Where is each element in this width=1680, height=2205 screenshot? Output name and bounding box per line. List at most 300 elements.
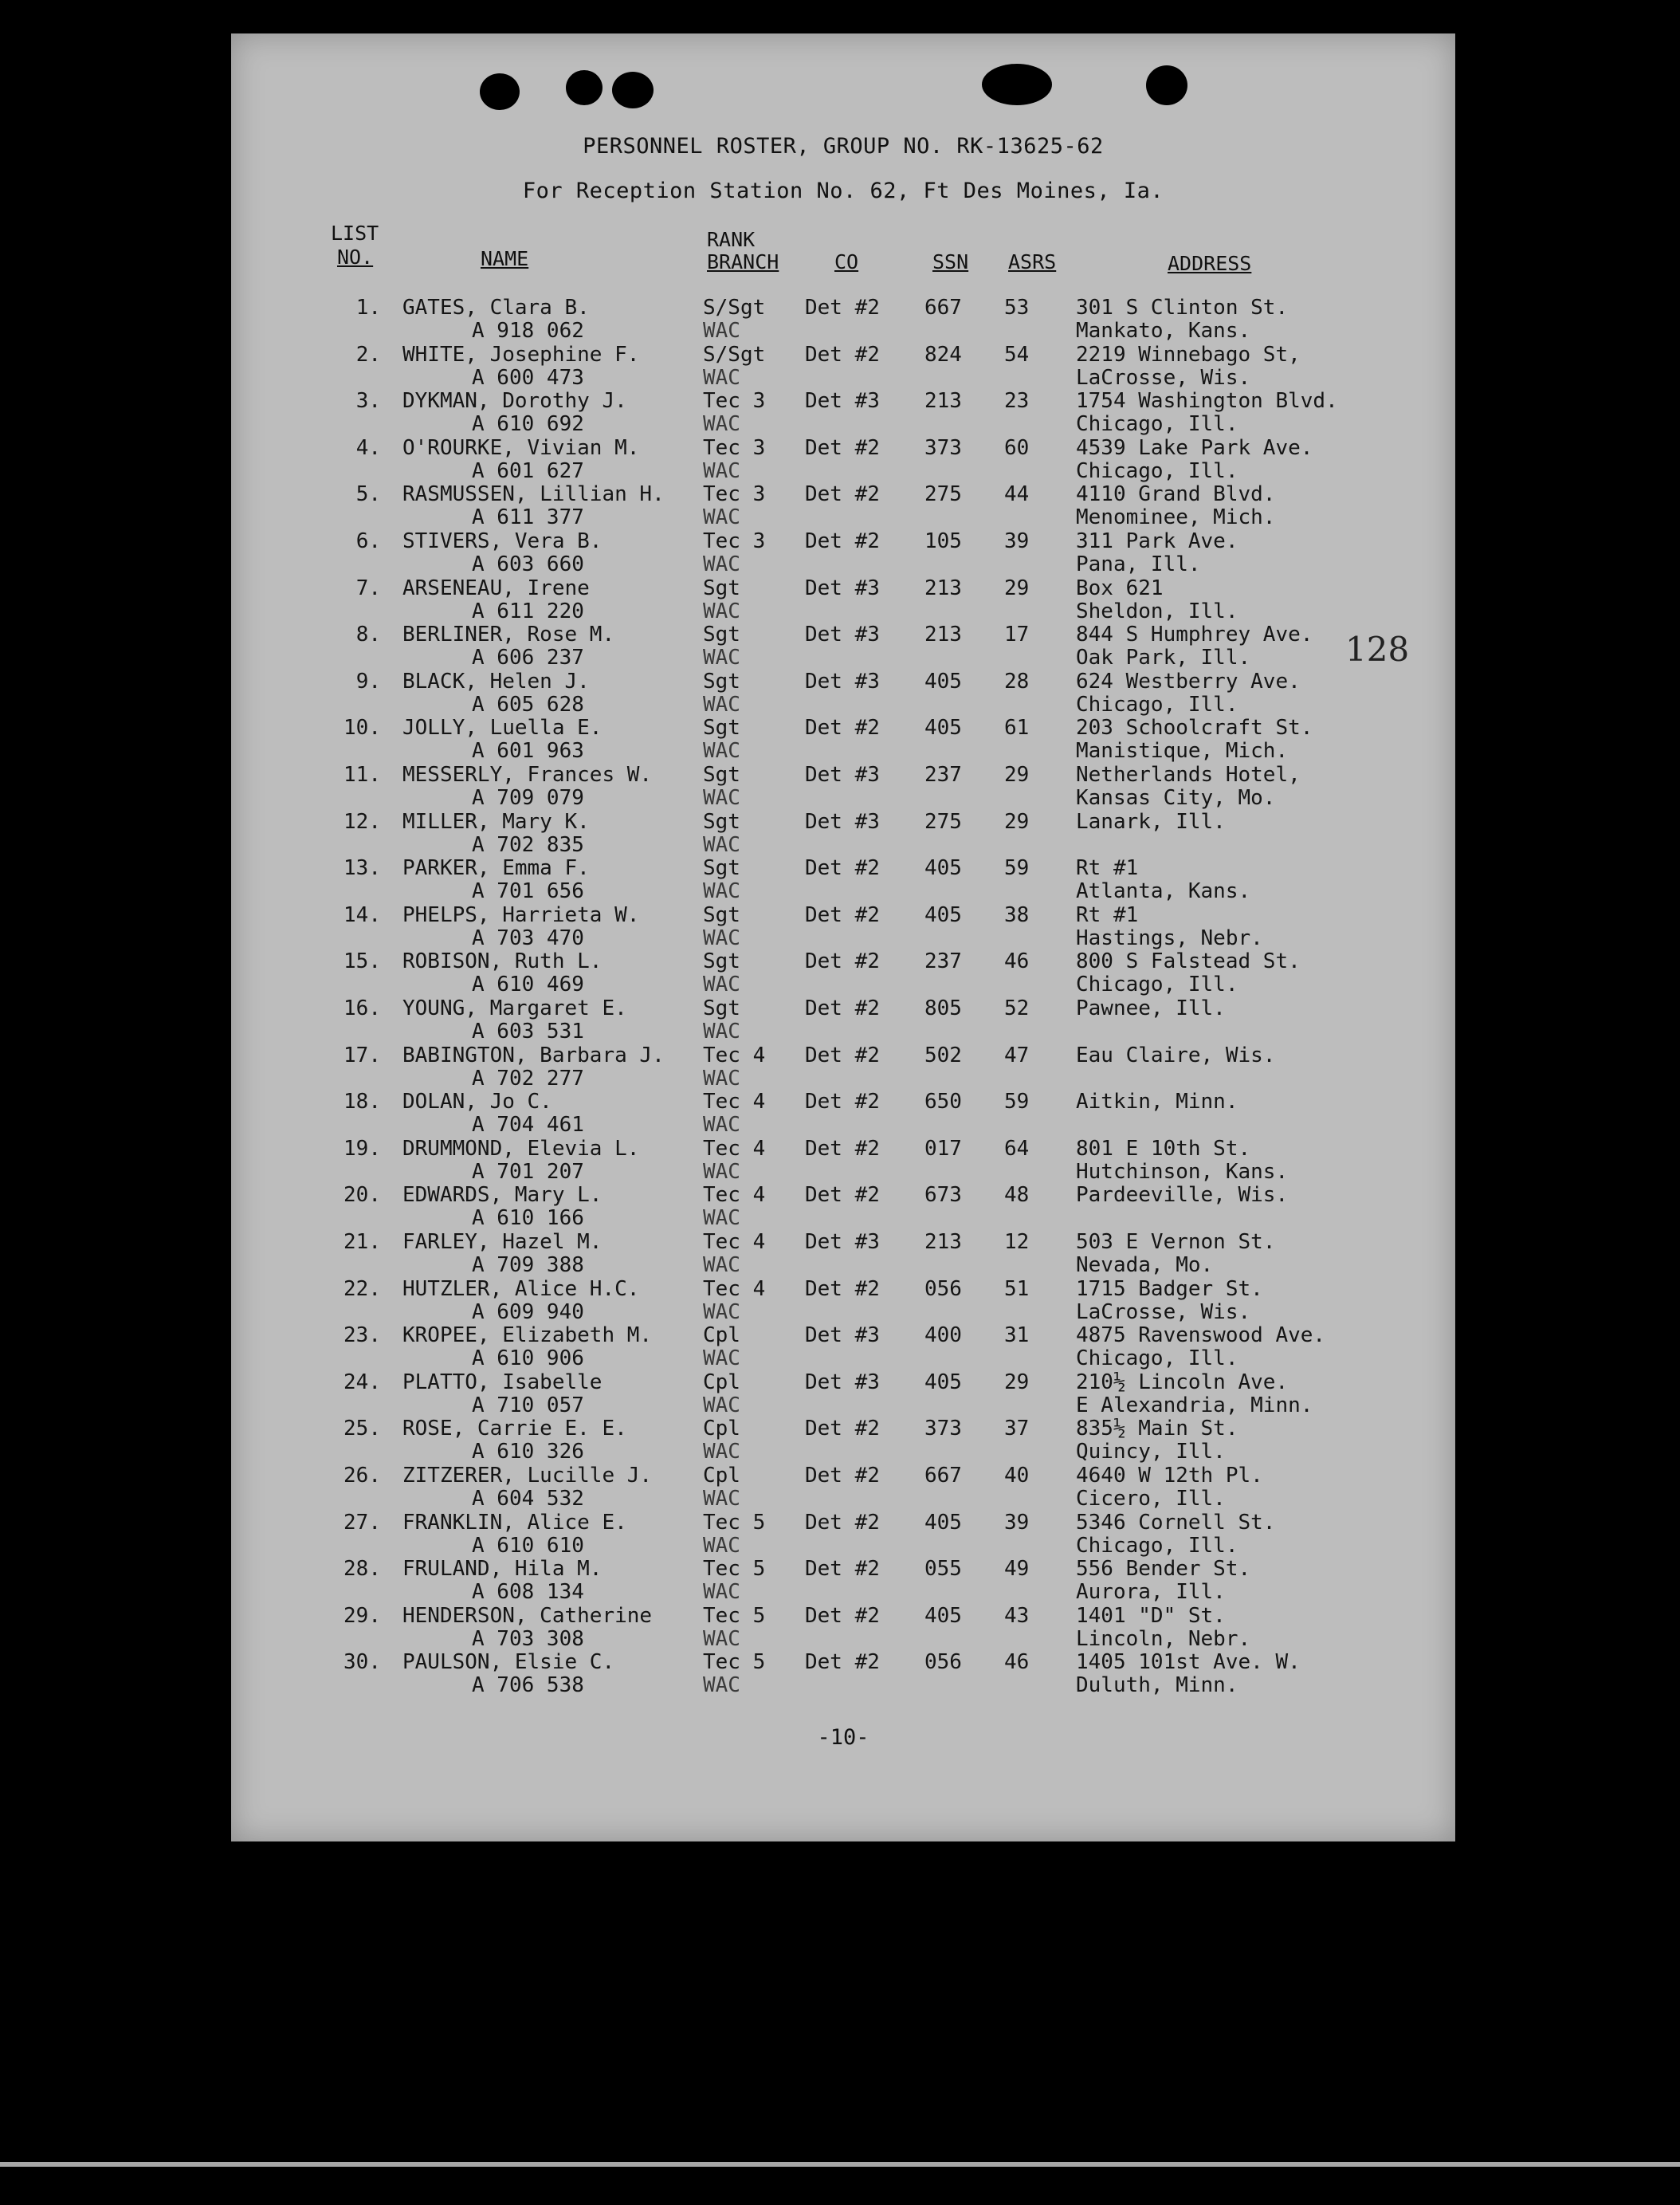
branch: WAC [703, 646, 740, 670]
person-name: YOUNG, Margaret E. [402, 996, 627, 1020]
company: Det #2 [805, 716, 880, 741]
list-number: 11. [343, 763, 381, 787]
rank: Sgt [703, 809, 740, 834]
branch: WAC [703, 973, 740, 997]
table-row [231, 437, 1455, 484]
list-number: 27. [343, 1510, 381, 1535]
table-row [231, 1138, 1455, 1185]
person-name: ARSENEAU, Irene [402, 576, 590, 600]
asrs: 53 [1004, 296, 1030, 320]
branch: WAC [703, 879, 740, 904]
ssn: 373 [924, 1417, 962, 1441]
rank: Tec 4 [703, 1230, 766, 1254]
asrs: 51 [1004, 1276, 1030, 1301]
person-name: KROPEE, Elizabeth M. [402, 1323, 653, 1348]
column-list-no-line1: LIST [331, 222, 379, 245]
address-line1: 801 E 10th St. [1076, 1136, 1251, 1161]
asrs: 28 [1004, 669, 1030, 694]
table-row [231, 297, 1455, 344]
company: Det #2 [805, 996, 880, 1020]
person-name: BERLINER, Rose M. [402, 623, 615, 647]
table-row [231, 1091, 1455, 1138]
person-name: JOLLY, Luella E. [402, 716, 603, 741]
address-line2: Atlanta, Kans. [1076, 879, 1251, 904]
asrs: 23 [1004, 389, 1030, 414]
branch: WAC [703, 1487, 740, 1511]
column-rank-line2: BRANCH [707, 250, 779, 273]
address-line1: 203 Schoolcraft St. [1076, 716, 1313, 741]
list-number: 30. [343, 1650, 381, 1675]
branch: WAC [703, 1206, 740, 1231]
address-line1: Lanark, Ill. [1076, 809, 1226, 834]
table-row [231, 1324, 1455, 1371]
list-number: 14. [343, 902, 381, 927]
serial-number: A 710 057 [472, 1393, 584, 1417]
serial-number: A 918 062 [472, 319, 584, 343]
branch: WAC [703, 1346, 740, 1371]
list-number: 16. [343, 996, 381, 1020]
table-row [231, 904, 1455, 951]
asrs: 12 [1004, 1230, 1030, 1254]
ssn: 400 [924, 1323, 962, 1348]
column-list-no-line2: NO. [337, 246, 374, 269]
asrs: 47 [1004, 1043, 1030, 1067]
asrs: 38 [1004, 902, 1030, 927]
person-name: BLACK, Helen J. [402, 669, 590, 694]
list-number: 23. [343, 1323, 381, 1348]
rank: Cpl [703, 1323, 740, 1348]
table-row [231, 1278, 1455, 1325]
asrs: 43 [1004, 1603, 1030, 1628]
address-line2: E Alexandria, Minn. [1076, 1393, 1313, 1417]
serial-number: A 610 326 [472, 1440, 584, 1464]
rank: Tec 3 [703, 389, 766, 414]
asrs: 48 [1004, 1183, 1030, 1208]
rank: Sgt [703, 576, 740, 600]
address-line2: Quincy, Ill. [1076, 1440, 1226, 1464]
table-row [231, 1417, 1455, 1464]
company: Det #2 [805, 342, 880, 367]
person-name: DOLAN, Jo C. [402, 1090, 552, 1114]
table-row [231, 717, 1455, 764]
ssn: 824 [924, 342, 962, 367]
column-ssn: SSN [932, 250, 969, 273]
person-name: MESSERLY, Frances W. [402, 763, 653, 787]
person-name: HENDERSON, Catherine [402, 1603, 653, 1628]
address-line1: Eau Claire, Wis. [1076, 1043, 1276, 1067]
rank: Tec 5 [703, 1510, 766, 1535]
branch: WAC [703, 1393, 740, 1417]
ssn: 055 [924, 1557, 962, 1582]
company: Det #2 [805, 856, 880, 881]
asrs: 52 [1004, 996, 1030, 1020]
ssn: 805 [924, 996, 962, 1020]
rank: Sgt [703, 716, 740, 741]
table-row [231, 623, 1455, 670]
table-row [231, 1605, 1455, 1652]
asrs: 29 [1004, 1370, 1030, 1394]
table-row [231, 344, 1455, 391]
address-line1: 844 S Humphrey Ave. [1076, 623, 1313, 647]
company: Det #2 [805, 1276, 880, 1301]
address-line1: 2219 Winnebago St, [1076, 342, 1301, 367]
ssn: 275 [924, 809, 962, 834]
serial-number: A 609 940 [472, 1299, 584, 1324]
branch: WAC [703, 412, 740, 437]
serial-number: A 611 220 [472, 599, 584, 623]
company: Det #2 [805, 1043, 880, 1067]
company: Det #3 [805, 389, 880, 414]
company: Det #2 [805, 1557, 880, 1582]
asrs: 44 [1004, 482, 1030, 507]
person-name: FARLEY, Hazel M. [402, 1230, 603, 1254]
table-row [231, 1231, 1455, 1278]
address-line1: 1401 "D" St. [1076, 1603, 1226, 1628]
branch: WAC [703, 1253, 740, 1277]
ssn: 405 [924, 902, 962, 927]
table-row [231, 1371, 1455, 1418]
asrs: 60 [1004, 435, 1030, 460]
person-name: FRANKLIN, Alice E. [402, 1510, 627, 1535]
asrs: 40 [1004, 1464, 1030, 1488]
serial-number: A 701 656 [472, 879, 584, 904]
person-name: ZITZERER, Lucille J. [402, 1464, 653, 1488]
ssn: 213 [924, 576, 962, 600]
address-line2: Hastings, Nebr. [1076, 926, 1263, 950]
rank: Tec 4 [703, 1090, 766, 1114]
person-name: STIVERS, Vera B. [402, 529, 603, 553]
rank: Sgt [703, 763, 740, 787]
list-number: 25. [343, 1417, 381, 1441]
branch: WAC [703, 926, 740, 950]
serial-number: A 703 308 [472, 1626, 584, 1651]
table-row [231, 1511, 1455, 1558]
person-name: DRUMMOND, Elevia L. [402, 1136, 640, 1161]
serial-number: A 604 532 [472, 1487, 584, 1511]
ssn: 213 [924, 389, 962, 414]
address-line2: Manistique, Mich. [1076, 739, 1289, 764]
ssn: 405 [924, 716, 962, 741]
column-address: ADDRESS [1168, 252, 1252, 275]
document-title: PERSONNEL ROSTER, GROUP NO. RK-13625-62 [583, 134, 1104, 159]
rank: Tec 4 [703, 1043, 766, 1067]
list-number: 12. [343, 809, 381, 834]
table-row [231, 997, 1455, 1044]
person-name: BABINGTON, Barbara J. [402, 1043, 665, 1067]
asrs: 37 [1004, 1417, 1030, 1441]
serial-number: A 610 906 [472, 1346, 584, 1371]
address-line1: 556 Bender St. [1076, 1557, 1251, 1582]
address-line1: 210½ Lincoln Ave. [1076, 1370, 1289, 1394]
person-name: RASMUSSEN, Lillian H. [402, 482, 665, 507]
list-number: 8. [355, 623, 381, 647]
branch: WAC [703, 1066, 740, 1091]
list-number: 2. [355, 342, 381, 367]
address-line1: 4875 Ravenswood Ave. [1076, 1323, 1326, 1348]
person-name: WHITE, Josephine F. [402, 342, 640, 367]
address-line2: Pana, Ill. [1076, 552, 1201, 576]
rank: Sgt [703, 669, 740, 694]
rank: Tec 4 [703, 1183, 766, 1208]
person-name: PAULSON, Elsie C. [402, 1650, 615, 1675]
list-number: 29. [343, 1603, 381, 1628]
address-line2: Chicago, Ill. [1076, 412, 1238, 437]
serial-number: A 610 692 [472, 412, 584, 437]
address-line2: Duluth, Minn. [1076, 1673, 1238, 1698]
address-line2: LaCrosse, Wis. [1076, 365, 1251, 390]
branch: WAC [703, 1299, 740, 1324]
serial-number: A 701 207 [472, 1159, 584, 1184]
person-name: FRULAND, Hila M. [402, 1557, 603, 1582]
list-number: 1. [355, 296, 381, 320]
serial-number: A 709 079 [472, 786, 584, 810]
person-name: HUTZLER, Alice H.C. [402, 1276, 640, 1301]
list-number: 20. [343, 1183, 381, 1208]
serial-number: A 608 134 [472, 1580, 584, 1605]
address-line1: 301 S Clinton St. [1076, 296, 1289, 320]
address-line1: 4110 Grand Blvd. [1076, 482, 1276, 507]
ssn: 105 [924, 529, 962, 553]
asrs: 46 [1004, 949, 1030, 974]
branch: WAC [703, 505, 740, 530]
document-subtitle: For Reception Station No. 62, Ft Des Moines, Ia. [522, 179, 1164, 203]
rank: Cpl [703, 1370, 740, 1394]
person-name: GATES, Clara B. [402, 296, 590, 320]
address-line2: Lincoln, Nebr. [1076, 1626, 1251, 1651]
column-co: CO [834, 250, 859, 273]
address-line2: Hutchinson, Kans. [1076, 1159, 1289, 1184]
list-number: 18. [343, 1090, 381, 1114]
list-number: 22. [343, 1276, 381, 1301]
address-line1: 4640 W 12th Pl. [1076, 1464, 1263, 1488]
ssn: 373 [924, 435, 962, 460]
rank: Tec 5 [703, 1557, 766, 1582]
table-row [231, 764, 1455, 811]
ssn: 405 [924, 856, 962, 881]
company: Det #2 [805, 1417, 880, 1441]
serial-number: A 706 538 [472, 1673, 584, 1698]
asrs: 29 [1004, 576, 1030, 600]
ssn: 056 [924, 1276, 962, 1301]
branch: WAC [703, 1020, 740, 1044]
list-number: 15. [343, 949, 381, 974]
person-name: DYKMAN, Dorothy J. [402, 389, 627, 414]
branch: WAC [703, 1440, 740, 1464]
branch: WAC [703, 832, 740, 857]
ssn: 275 [924, 482, 962, 507]
person-name: ROBISON, Ruth L. [402, 949, 603, 974]
serial-number: A 702 835 [472, 832, 584, 857]
address-line1: Netherlands Hotel, [1076, 763, 1301, 787]
table-row [231, 577, 1455, 624]
person-name: O'ROURKE, Vivian M. [402, 435, 640, 460]
list-number: 10. [343, 716, 381, 741]
list-number: 5. [355, 482, 381, 507]
address-line1: 1754 Washington Blvd. [1076, 389, 1338, 414]
column-asrs: ASRS [1008, 250, 1057, 273]
rank: Tec 3 [703, 435, 766, 460]
table-row [231, 1558, 1455, 1605]
rank: Tec 3 [703, 482, 766, 507]
roster-table [231, 33, 1455, 1841]
serial-number: A 603 660 [472, 552, 584, 576]
table-row [231, 390, 1455, 437]
asrs: 39 [1004, 529, 1030, 553]
company: Det #2 [805, 1183, 880, 1208]
branch: WAC [703, 1113, 740, 1138]
branch: WAC [703, 692, 740, 717]
address-line1: 624 Westberry Ave. [1076, 669, 1301, 694]
address-line1: 1715 Badger St. [1076, 1276, 1263, 1301]
serial-number: A 605 628 [472, 692, 584, 717]
branch: WAC [703, 1580, 740, 1605]
address-line1: Box 621 [1076, 576, 1164, 600]
serial-number: A 600 473 [472, 365, 584, 390]
serial-number: A 601 963 [472, 739, 584, 764]
company: Det #2 [805, 435, 880, 460]
column-rank-line1: RANK [707, 228, 756, 251]
address-line1: 835½ Main St. [1076, 1417, 1238, 1441]
list-number: 6. [355, 529, 381, 553]
rank: Sgt [703, 856, 740, 881]
asrs: 39 [1004, 1510, 1030, 1535]
company: Det #2 [805, 949, 880, 974]
ssn: 405 [924, 669, 962, 694]
address-line1: 1405 101st Ave. W. [1076, 1650, 1301, 1675]
list-number: 4. [355, 435, 381, 460]
list-number: 17. [343, 1043, 381, 1067]
company: Det #3 [805, 763, 880, 787]
asrs: 61 [1004, 716, 1030, 741]
table-row [231, 811, 1455, 858]
company: Det #2 [805, 529, 880, 553]
scan-edge-line [0, 2162, 1680, 2167]
asrs: 49 [1004, 1557, 1030, 1582]
rank: Sgt [703, 902, 740, 927]
serial-number: A 606 237 [472, 646, 584, 670]
ssn: 017 [924, 1136, 962, 1161]
asrs: 59 [1004, 856, 1030, 881]
ssn: 673 [924, 1183, 962, 1208]
table-row [231, 670, 1455, 717]
branch: WAC [703, 1159, 740, 1184]
address-line2: Chicago, Ill. [1076, 692, 1238, 717]
branch: WAC [703, 458, 740, 483]
rank: S/Sgt [703, 342, 766, 367]
list-number: 3. [355, 389, 381, 414]
serial-number: A 704 461 [472, 1113, 584, 1138]
list-number: 26. [343, 1464, 381, 1488]
serial-number: A 703 470 [472, 926, 584, 950]
address-line1: 503 E Vernon St. [1076, 1230, 1276, 1254]
rank: S/Sgt [703, 296, 766, 320]
table-row [231, 530, 1455, 577]
table-row [231, 1464, 1455, 1511]
company: Det #2 [805, 1603, 880, 1628]
address-line2: Cicero, Ill. [1076, 1487, 1226, 1511]
company: Det #2 [805, 1510, 880, 1535]
serial-number: A 709 388 [472, 1253, 584, 1277]
address-line2: Kansas City, Mo. [1076, 786, 1276, 810]
table-row [231, 483, 1455, 530]
address-line2: Chicago, Ill. [1076, 458, 1238, 483]
asrs: 17 [1004, 623, 1030, 647]
address-line1: Pardeeville, Wis. [1076, 1183, 1289, 1208]
ssn: 213 [924, 623, 962, 647]
address-line1: Pawnee, Ill. [1076, 996, 1226, 1020]
table-row [231, 857, 1455, 904]
list-number: 28. [343, 1557, 381, 1582]
ssn: 237 [924, 949, 962, 974]
table-row [231, 950, 1455, 997]
rank: Sgt [703, 623, 740, 647]
ssn: 237 [924, 763, 962, 787]
address-line1: 4539 Lake Park Ave. [1076, 435, 1313, 460]
serial-number: A 611 377 [472, 505, 584, 530]
ssn: 213 [924, 1230, 962, 1254]
rank: Sgt [703, 949, 740, 974]
person-name: PLATTO, Isabelle [402, 1370, 603, 1394]
company: Det #2 [805, 482, 880, 507]
address-line2: Chicago, Ill. [1076, 973, 1238, 997]
asrs: 64 [1004, 1136, 1030, 1161]
asrs: 46 [1004, 1650, 1030, 1675]
ssn: 502 [924, 1043, 962, 1067]
ssn: 056 [924, 1650, 962, 1675]
branch: WAC [703, 786, 740, 810]
serial-number: A 603 531 [472, 1020, 584, 1044]
address-line1: 311 Park Ave. [1076, 529, 1238, 553]
serial-number: A 610 610 [472, 1533, 584, 1558]
ssn: 405 [924, 1603, 962, 1628]
address-line2: Oak Park, Ill. [1076, 646, 1251, 670]
column-name: NAME [481, 247, 529, 270]
asrs: 29 [1004, 763, 1030, 787]
branch: WAC [703, 1673, 740, 1698]
address-line1: Rt #1 [1076, 902, 1139, 927]
rank: Tec 4 [703, 1136, 766, 1161]
company: Det #3 [805, 809, 880, 834]
serial-number: A 610 469 [472, 973, 584, 997]
company: Det #2 [805, 1136, 880, 1161]
rank: Tec 4 [703, 1276, 766, 1301]
branch: WAC [703, 552, 740, 576]
ssn: 650 [924, 1090, 962, 1114]
list-number: 9. [355, 669, 381, 694]
person-name: PHELPS, Harrieta W. [402, 902, 640, 927]
person-name: MILLER, Mary K. [402, 809, 590, 834]
rank: Tec 5 [703, 1603, 766, 1628]
serial-number: A 702 277 [472, 1066, 584, 1091]
ssn: 667 [924, 296, 962, 320]
address-line1: 800 S Falstead St. [1076, 949, 1301, 974]
page-number: -10- [817, 1725, 869, 1750]
table-row [231, 1651, 1455, 1698]
rank: Cpl [703, 1417, 740, 1441]
address-line2: Aurora, Ill. [1076, 1580, 1226, 1605]
branch: WAC [703, 319, 740, 343]
company: Det #2 [805, 1464, 880, 1488]
asrs: 29 [1004, 809, 1030, 834]
list-number: 21. [343, 1230, 381, 1254]
list-number: 7. [355, 576, 381, 600]
ssn: 405 [924, 1510, 962, 1535]
branch: WAC [703, 1533, 740, 1558]
company: Det #2 [805, 1090, 880, 1114]
list-number: 13. [343, 856, 381, 881]
ssn: 405 [924, 1370, 962, 1394]
ssn: 667 [924, 1464, 962, 1488]
